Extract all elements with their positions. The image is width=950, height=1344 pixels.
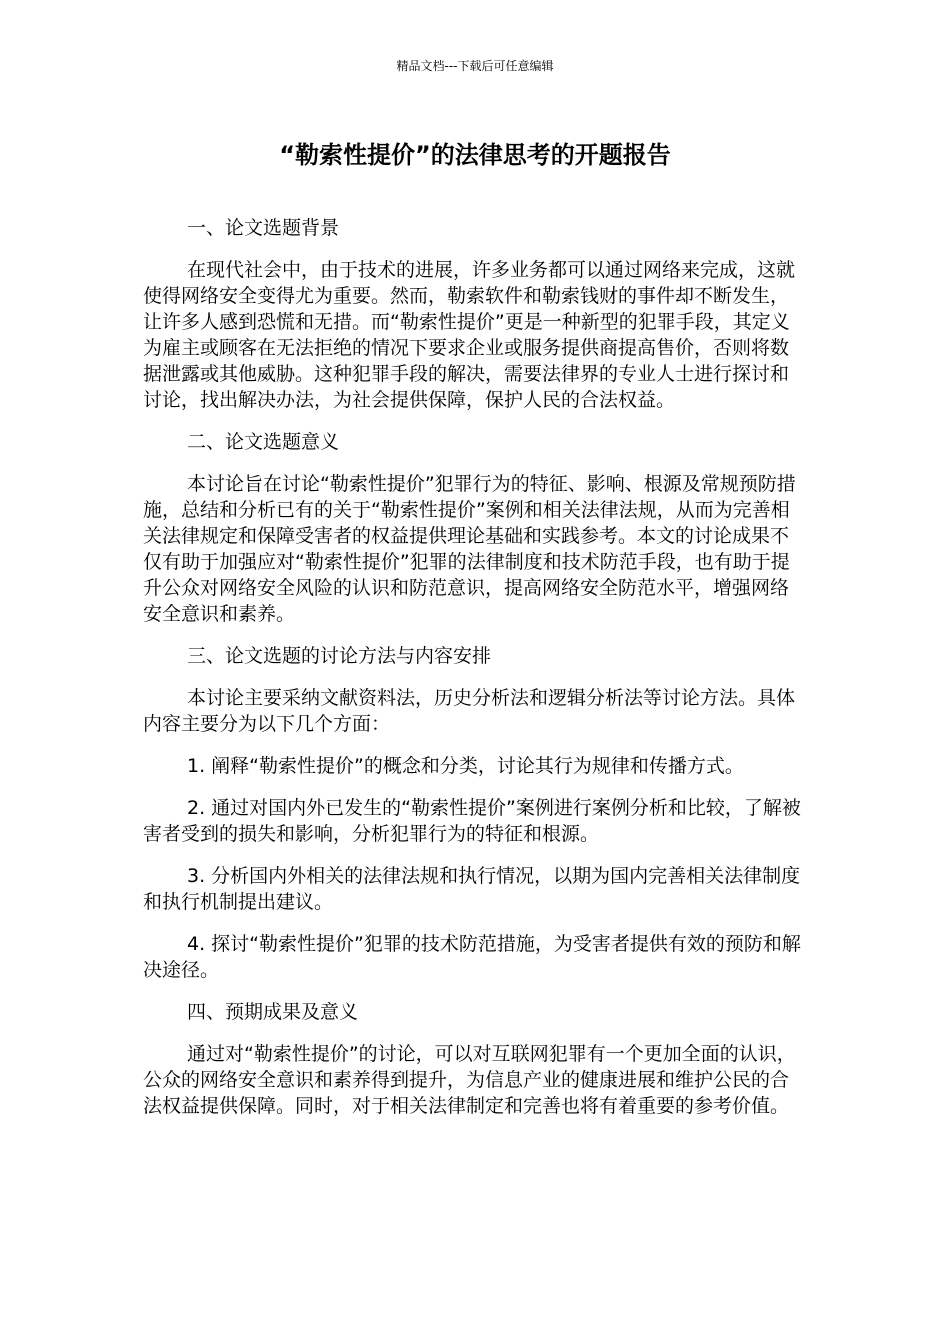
list-item: 2. 通过对国内外已发生的“勒索性提价”案例进行案例分析和比较，了解被害者受到的损失和影响，分析犯罪行为的特征和根源。 [143, 797, 801, 845]
paragraph: 在现代社会中，由于技术的进展，许多业务都可以通过网络来完成，这就使得网络安全变得尤为重要。然而，勒索软件和勒索钱财的事件却不断发生，让许多人感到恐慌和无措。而“勒索性提价”更是一种新型的犯罪手段，其定义为雇主或顾客在无法拒绝的情况下要求企业或服务提供商提高售价，否则将数据泄露或其他威胁。这种犯罪手段的解决，需要法律界的专业人士进行探讨和讨论，找出解决办法，为社会提供保障，保护人民的合法权益。 [143, 259, 796, 411]
section-expected-results [143, 999, 807, 1119]
section-heading: 一、论文选题背景 [187, 217, 340, 239]
paragraph: 本讨论旨在讨论“勒索性提价”犯罪行为的特征、影响、根源及常规预防措施，总结和分析已有的关于“勒索性提价”案例和相关法律法规，从而为完善相关法律规定和保障受害者的权益提供理论基础和实践参考。本文的讨论成果不仅有助于加强应对“勒索性提价”犯罪的法律制度和技术防范手段，也有助于提升公众对网络安全风险的认识和防范意识，提高网络安全防范水平，增强网络安全意识和素养。 [143, 473, 796, 625]
section-heading: 四、预期成果及意义 [187, 1001, 359, 1023]
section-heading: 三、论文选题的讨论方法与内容安排 [187, 645, 492, 667]
document-title: “勒索性提价”的法律思考的开题报告 [279, 141, 671, 169]
section-significance [143, 429, 807, 627]
section-heading: 二、论文选题意义 [187, 431, 340, 453]
list-item: 4. 探讨“勒索性提价”犯罪的技术防范措施，为受害者提供有效的预防和解决途径。 [143, 933, 801, 981]
page-header: 精品文档---下载后可任意编辑 [396, 59, 554, 73]
section-methods [143, 643, 807, 983]
list-item: 3. 分析国内外相关的法律法规和执行情况，以期为国内完善相关法律制度和执行机制提出建议。 [143, 865, 801, 913]
document-body [143, 215, 807, 1135]
list-item: 1. 阐释“勒索性提价”的概念和分类，讨论其行为规律和传播方式。 [187, 755, 744, 777]
paragraph: 通过对“勒索性提价”的讨论，可以对互联网犯罪有一个更加全面的认识，公众的网络安全意识和素养得到提升，为信息产业的健康进展和维护公民的合法权益提供保障。同时，对于相关法律制定和完善也将有着重要的参考价值。 [143, 1043, 796, 1117]
paragraph: 本讨论主要采纳文献资料法，历史分析法和逻辑分析法等讨论方法。具体内容主要分为以下几个方面： [143, 687, 796, 735]
section-background [143, 215, 807, 413]
